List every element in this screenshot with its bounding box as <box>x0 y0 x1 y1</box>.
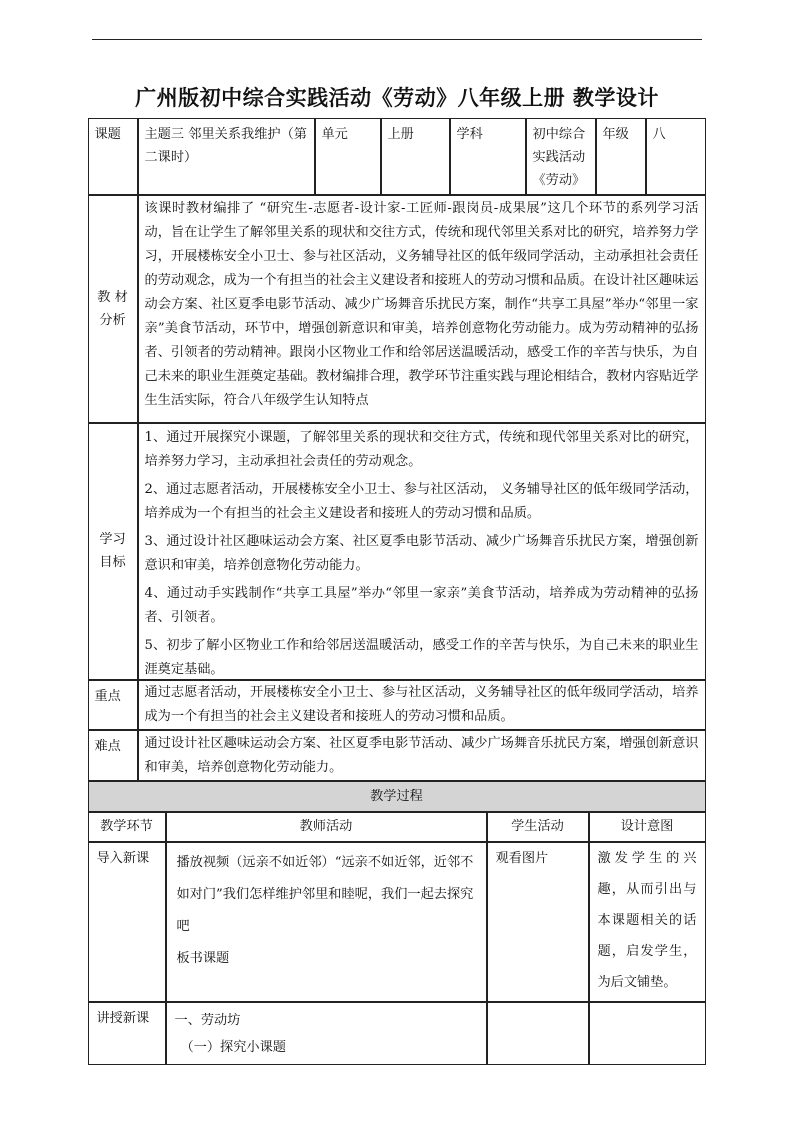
process-heading-cell <box>88 781 706 812</box>
topic-label: 课题 <box>94 126 121 142</box>
objective-item-4: 4、通过动手实践制作“共享工具屋”举办“邻里一家亲”美食节活动，培养成为劳动精神的弘扬者、引领者。 <box>144 585 699 625</box>
column-header-intent-label: 设计意图 <box>620 818 674 834</box>
student-1-text: 观看图片 <box>495 850 549 866</box>
stage-2-label: 讲授新课 <box>96 1010 150 1026</box>
key-point-label: 重点 <box>94 688 121 704</box>
subject-value: 初中综合实践活动《劳动》 <box>532 126 586 188</box>
key-point-text: 通过志愿者活动，开展楼栋安全小卫士、参与社区活动，义务辅导社区的低年级同学活动，培养成为一个有担当的社会主义建设者和接班人的劳动习惯和品质。 <box>144 684 699 724</box>
grade-label: 年级 <box>602 126 629 142</box>
table-row-stage-1 <box>88 842 166 1002</box>
analysis-label-cell <box>88 195 138 423</box>
key-point-text-cell <box>138 680 706 730</box>
analysis-label-line2: 分析 <box>99 312 126 328</box>
column-header-teacher <box>166 812 487 842</box>
table-row-teacher-1 <box>166 842 487 1002</box>
analysis-label-line1: 教 材 <box>97 289 128 305</box>
objective-item-1: 1、通过开展探究小课题，了解邻里关系的现状和交往方式，传统和现代邻里关系对比的研究，培养努力学习，主动承担社会责任的劳动观念。 <box>144 429 699 469</box>
objectives-label-line1: 学习 <box>99 532 126 547</box>
column-header-stage-label: 教学环节 <box>100 818 153 834</box>
table-row-student-1 <box>487 842 589 1002</box>
column-header-stage <box>88 812 166 842</box>
header-rule <box>92 39 702 40</box>
table-row-teacher-2 <box>166 1002 487 1065</box>
table-row-student-2 <box>487 1002 589 1065</box>
subject-label: 学科 <box>456 126 483 142</box>
key-point-label-cell <box>88 680 138 730</box>
analysis-text: 该课时教材编排了 “研究生-志愿者-设计家-工匠师-跟岗员-成果展”这几个环节的系列学习活动，旨在让学生了解邻里关系的现状和交往方式，传统和现代邻里关系对比的研究，培养努力学习，开展楼栋安全小卫士、参与社区活动，义务辅导社区的低年级同学活动，主动承担社会责任的劳动观念，成为一个有担当的社会主义建设者和接班人的劳动习惯和品质。在设计社区趣味运动会方案、社区夏季电影节活动、减少广场舞音乐扰民方案，制作“共享工具屋”举办“邻里一家亲”美食节活动，环节中，增强创新意识和审美，培养创意物化劳动能力。成为劳动精神的弘扬者、引领者的劳动精神。跟岗小区物业工作和给邻居送温暖活动，感受工作的辛苦与快乐，为自己未来的职业生涯奠定基础。教材编排合理，教学环节注重实践与理论相结合，教材内容贴近学生生活实际，符合八年级学生认知特点 <box>144 200 699 408</box>
objective-item-5: 5、初步了解小区物业工作和给邻居送温暖活动，感受工作的辛苦与快乐，为自己未来的职业生涯奠定基础。 <box>144 637 699 677</box>
topic-value-cell <box>138 118 315 195</box>
difficulty-label: 难点 <box>94 738 121 754</box>
topic-label-cell <box>88 118 138 195</box>
subject-value-cell <box>526 118 596 195</box>
process-heading: 教学过程 <box>370 788 423 804</box>
document-title: 广州版初中综合实践活动《劳动》八年级上册 教学设计 <box>135 86 659 110</box>
objectives-text-cell <box>138 423 706 680</box>
table-row-intent-1 <box>589 842 706 1002</box>
column-header-student-label: 学生活动 <box>511 818 564 834</box>
grade-label-cell <box>596 118 646 195</box>
teacher-1-line-1: 播放视频（远亲不如近邻）“远亲不如近邻，近邻不如对门”我们怎样维护邻里和睦呢，我们一起去探究吧 <box>176 854 474 934</box>
column-header-teacher-label: 教师活动 <box>299 818 353 834</box>
table-row-intent-2 <box>589 1002 706 1065</box>
intent-1-text: 激发学生的兴趣，从而引出与本课题相关的话题，启发学生，为后文铺垫。 <box>597 850 697 990</box>
unit-value: 上册 <box>387 126 414 142</box>
stage-1-label: 导入新课 <box>96 850 150 866</box>
objectives-label-cell <box>88 423 138 680</box>
unit-label: 单元 <box>321 126 348 142</box>
objective-item-3: 3、通过设计社区趣味运动会方案、社区夏季电影节活动、减少广场舞音乐扰民方案，增强创新意识和审美，培养创意物化劳动能力。 <box>144 533 699 573</box>
analysis-text-cell <box>138 195 706 423</box>
teacher-1-line-2: 板书课题 <box>176 950 230 966</box>
column-header-intent <box>589 812 706 842</box>
teacher-2-line-1: 一、劳动坊 <box>174 1012 241 1028</box>
table-row-stage-2 <box>88 1002 166 1065</box>
difficulty-text: 通过设计社区趣味运动会方案、社区夏季电影节活动、减少广场舞音乐扰民方案，增强创新意识和审美，培养创意物化劳动能力。 <box>144 735 699 775</box>
subject-label-cell <box>450 118 526 195</box>
unit-value-cell <box>381 118 450 195</box>
objective-item-2: 2、通过志愿者活动，开展楼栋安全小卫士、参与社区活动， 义务辅导社区的低年级同学活动，培养成为一个有担当的社会主义建设者和接班人的劳动习惯和品质。 <box>144 481 699 521</box>
column-header-student <box>487 812 589 842</box>
grade-value: 八 <box>652 126 666 142</box>
difficulty-label-cell <box>88 730 138 781</box>
topic-value: 主题三 邻里关系我维护（第二课时） <box>144 126 307 165</box>
unit-label-cell <box>315 118 381 195</box>
grade-value-cell <box>646 118 706 195</box>
difficulty-text-cell <box>138 730 706 781</box>
objectives-label-line2: 目标 <box>99 555 126 570</box>
teacher-2-line-2: （一）探究小课题 <box>180 1039 286 1055</box>
